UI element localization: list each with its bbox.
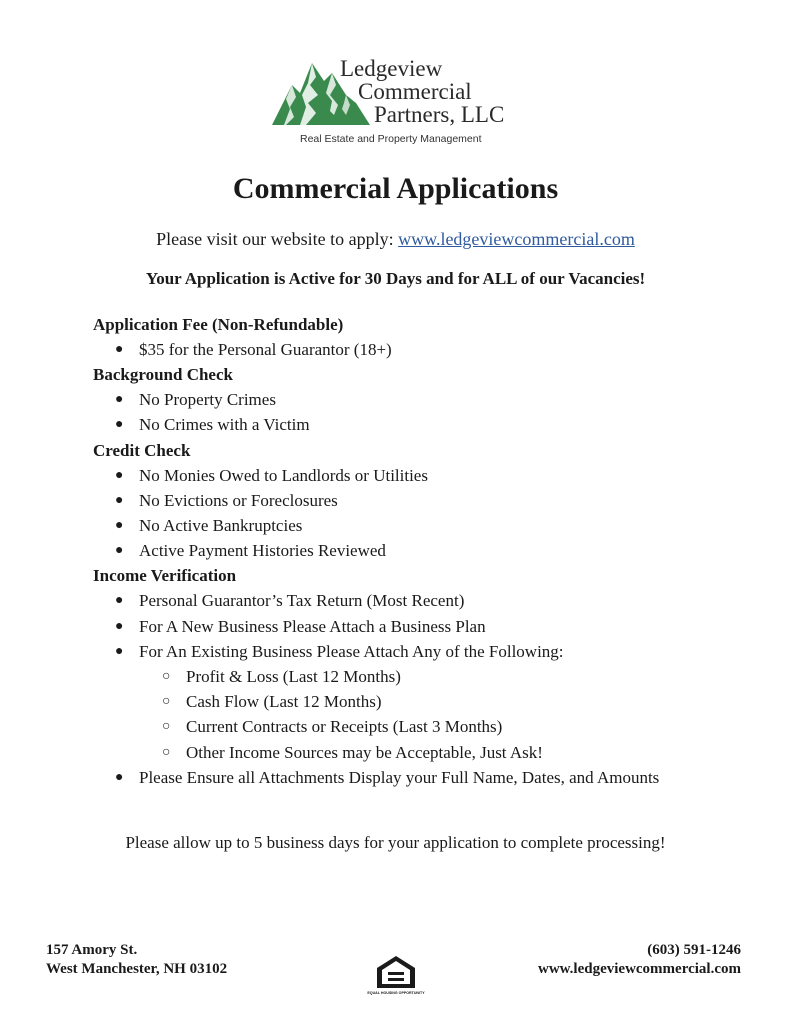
section-heading-credit-check: Credit Check bbox=[93, 440, 191, 460]
section-heading-background-check: Background Check bbox=[93, 365, 233, 385]
visit-text: Please visit our website to apply: bbox=[156, 229, 399, 249]
visit-website-line bbox=[0, 229, 791, 250]
list-item: ● No Monies Owed to Landlords or Utilities bbox=[93, 463, 753, 488]
sub-list-item: ○ Profit & Loss (Last 12 Months) bbox=[139, 664, 753, 689]
logo-line-2: Commercial bbox=[358, 79, 472, 104]
processing-note: Please allow up to 5 business days for your application to complete processing! bbox=[125, 833, 666, 852]
footer-website: www.ledgeviewcommercial.com bbox=[538, 961, 741, 977]
sub-list-item: ○ Current Contracts or Receipts (Last 3 Months) bbox=[139, 714, 753, 739]
equal-housing-opportunity-icon bbox=[367, 954, 425, 1000]
company-logo bbox=[272, 55, 542, 150]
list-item: ● Active Payment Histories Reviewed bbox=[93, 538, 753, 563]
address-line-1: 157 Amory St. bbox=[46, 942, 138, 958]
section-heading-application-fee: Application Fee (Non-Refundable) bbox=[93, 315, 344, 334]
list-item: ● No Property Crimes bbox=[93, 387, 753, 412]
active-notice: Your Application is Active for 30 Days and for ALL of our Vacancies! bbox=[145, 269, 646, 288]
phone-number: (603) 591-1246 bbox=[647, 942, 741, 958]
sub-list-item: ○ Cash Flow (Last 12 Months) bbox=[139, 689, 753, 714]
address-line-2: West Manchester, NH 03102 bbox=[46, 961, 228, 977]
list-item: ● Personal Guarantor’s Tax Return (Most Recent) bbox=[93, 588, 753, 613]
list-item: ● No Evictions or Foreclosures bbox=[93, 488, 753, 513]
eho-text: EQUAL HOUSING OPPORTUNITY bbox=[367, 991, 425, 995]
logo-tagline: Real Estate and Property Management bbox=[300, 133, 482, 145]
list-item: ● No Crimes with a Victim bbox=[93, 412, 753, 437]
sub-list-item: ○ Other Income Sources may be Acceptable, Just Ask! bbox=[139, 740, 753, 765]
website-link[interactable]: www.ledgeviewcommercial.com bbox=[398, 229, 635, 249]
list-item: ● $35 for the Personal Guarantor (18+) bbox=[93, 337, 753, 362]
logo-line-1: Ledgeview bbox=[340, 56, 443, 81]
page-title: Commercial Applications bbox=[232, 172, 559, 205]
section-heading-income-verification: Income Verification bbox=[93, 566, 237, 586]
list-item: ● For An Existing Business Please Attach Any of the Following: bbox=[93, 639, 753, 664]
footer-address bbox=[46, 941, 227, 979]
list-item: ● No Active Bankruptcies bbox=[93, 513, 753, 538]
logo-wordmark bbox=[340, 57, 504, 126]
footer-contact bbox=[538, 941, 741, 979]
requirements-list bbox=[93, 312, 753, 790]
list-item: ● For A New Business Please Attach a Business Plan bbox=[93, 614, 753, 639]
logo-line-3: Partners, LLC bbox=[374, 102, 505, 127]
list-item: ● Please Ensure all Attachments Display your Full Name, Dates, and Amounts bbox=[93, 765, 753, 790]
